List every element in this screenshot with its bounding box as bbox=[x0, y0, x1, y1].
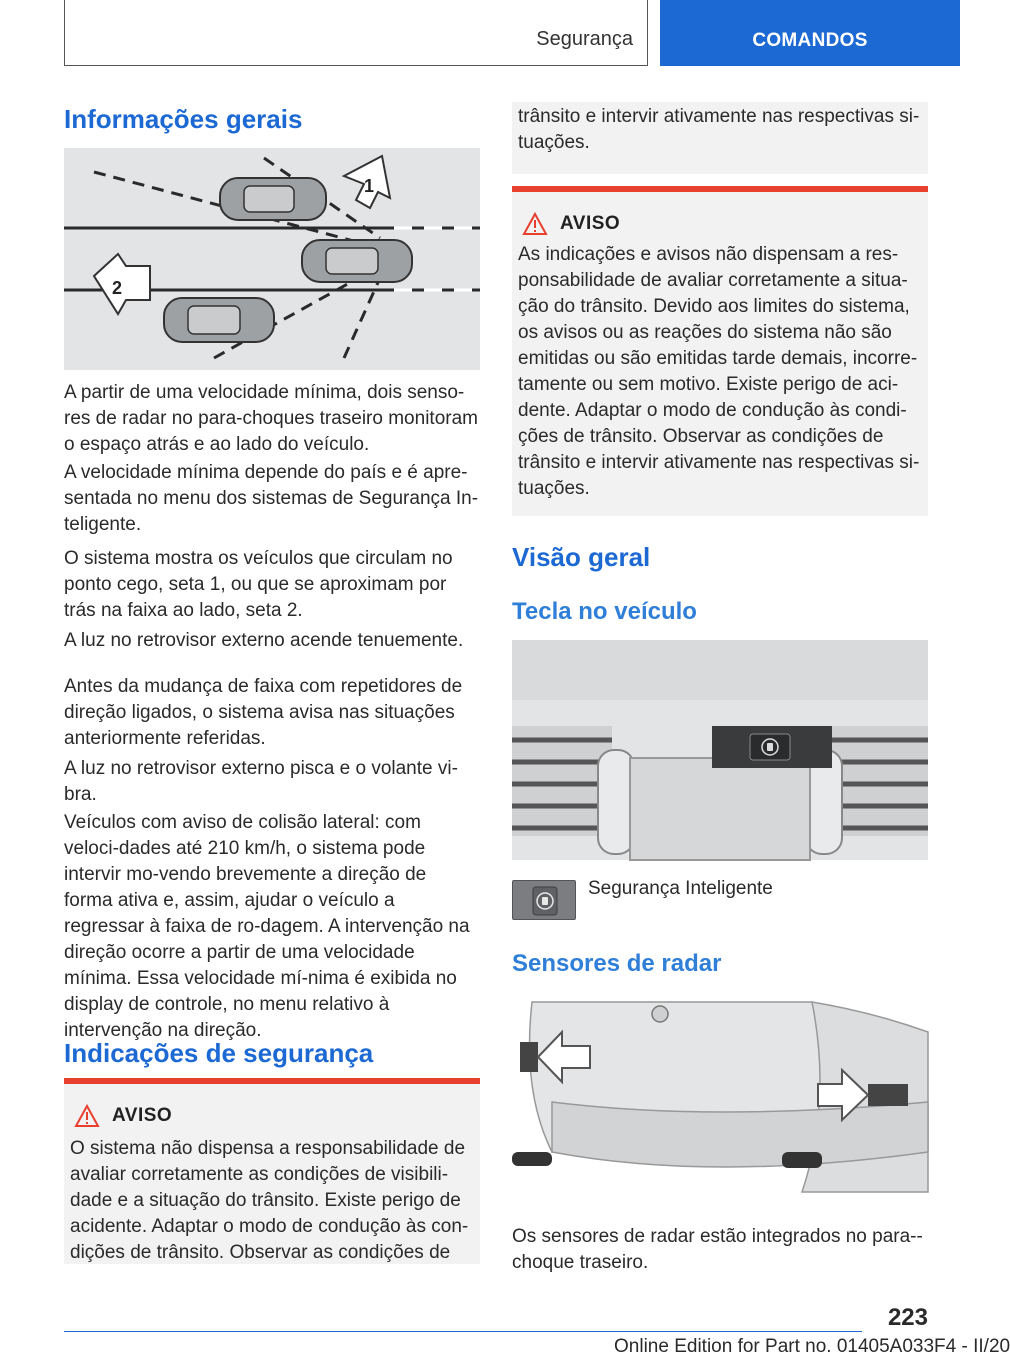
warning-continued-box bbox=[512, 102, 928, 174]
vehicle-button-figure bbox=[512, 640, 928, 860]
warning-title: AVISO bbox=[112, 1105, 173, 1126]
header-section-box bbox=[64, 0, 648, 66]
blind-spot-figure bbox=[64, 148, 480, 370]
arrow-1-label: 1 bbox=[364, 176, 375, 196]
warning-box-right bbox=[512, 186, 928, 516]
warning-box-left bbox=[64, 1078, 480, 1264]
warning-continued-text: trânsito e intervir ativamente nas respectivas si-tuações. bbox=[518, 106, 920, 153]
intelligent-safety-label: Segurança Inteligente bbox=[588, 878, 773, 899]
paragraph: A partir de uma velocidade mínima, dois senso-res de radar no para-choques traseiro monitoram o espaço atrás e ao lado do veículo. bbox=[64, 382, 478, 455]
lanes-illustration bbox=[64, 148, 480, 370]
left-radar-sensor bbox=[520, 1042, 538, 1072]
warning-triangle-icon bbox=[522, 212, 548, 236]
car-bottom bbox=[164, 298, 274, 342]
warning-title: AVISO bbox=[560, 213, 621, 234]
general-info-title: Informações gerais bbox=[64, 104, 303, 134]
button-section-title: Tecla no veículo bbox=[512, 598, 697, 625]
overview-title: Visão geral bbox=[512, 542, 651, 572]
safety-title: Indicações de segurança bbox=[64, 1038, 374, 1068]
right-radar-sensor bbox=[868, 1084, 908, 1106]
header-section-label: Segurança bbox=[536, 28, 633, 50]
paragraph: O sistema mostra os veículos que circulam no ponto cego, seta 1, ou que se aproximam por trás na faixa ao lado, seta 2. bbox=[64, 548, 453, 621]
dashboard-illustration bbox=[512, 640, 928, 860]
radar-sensors-figure bbox=[512, 992, 928, 1192]
car-middle bbox=[302, 240, 412, 282]
warning-bar bbox=[64, 1078, 480, 1084]
footer-divider bbox=[64, 1331, 862, 1332]
paragraph: Veículos com aviso de colisão lateral: com veloci-dades até 210 km/h, o sistema pode intervir mo-vendo brevemente a direção de forma ativa e, assim, ajudar o veículo a regressar à faixa de ro-dagem. A intervenção na direção ocorre a partir de uma velocidade mínima. Essa velocidade mí-nima é exibida no display de controle, no menu relativo à intervenção na direção. bbox=[64, 812, 470, 1041]
warning-triangle-icon bbox=[74, 1104, 100, 1128]
intelligent-safety-button[interactable] bbox=[512, 880, 576, 920]
paragraph: A luz no retrovisor externo acende tenuemente. bbox=[64, 630, 464, 651]
paragraph: A velocidade mínima depende do país e é apre-sentada no menu dos sistemas de Segurança In-teligente. bbox=[64, 462, 479, 535]
warning-bar bbox=[512, 186, 928, 192]
radar-section-title: Sensores de radar bbox=[512, 950, 722, 977]
warning-text: As indicações e avisos não dispensam a res-ponsabilidade de avaliar corretamente a situa-ção do trânsito. Devido aos limites do sistema, os avisos ou as reações do sistema não são emitidas ou são emitidas tarde demais, incorre-tamente ou sem motivo. Existe perigo de aci-dente. Adaptar o modo de condução às condi-ções de trânsito. Observar as condições de trânsito e intervir ativamente nas respectivas si-tuações. bbox=[518, 244, 920, 499]
intelligent-safety-icon bbox=[513, 881, 577, 921]
paragraph: Antes da mudança de faixa com repetidores de direção ligados, o sistema avisa nas situações anteriormente referidas. bbox=[64, 676, 463, 749]
paragraph: A luz no retrovisor externo pisca e o volante vi-bra. bbox=[64, 758, 458, 805]
header-chapter-tab[interactable] bbox=[660, 0, 960, 66]
footer-edition: Online Edition for Part no. 01405A033F4 - II/20 bbox=[614, 1336, 1010, 1357]
warning-heading bbox=[74, 1104, 172, 1128]
car-top bbox=[220, 178, 326, 220]
page-number: 223 bbox=[887, 1304, 928, 1331]
header-chapter-label: COMANDOS bbox=[752, 30, 868, 51]
warning-heading bbox=[522, 212, 620, 236]
warning-text: O sistema não dispensa a responsabilidade de avaliar corretamente as condições de visibili-dade e a situação do trânsito. Existe perigo de acidente. Adaptar o modo de condução às con-dições de trânsito. Observar as condições de bbox=[70, 1138, 469, 1263]
rear-bumper-illustration bbox=[512, 992, 928, 1192]
radar-paragraph: Os sensores de radar estão integrados no para--choque traseiro. bbox=[512, 1226, 923, 1273]
arrow-2-label: 2 bbox=[112, 278, 123, 298]
